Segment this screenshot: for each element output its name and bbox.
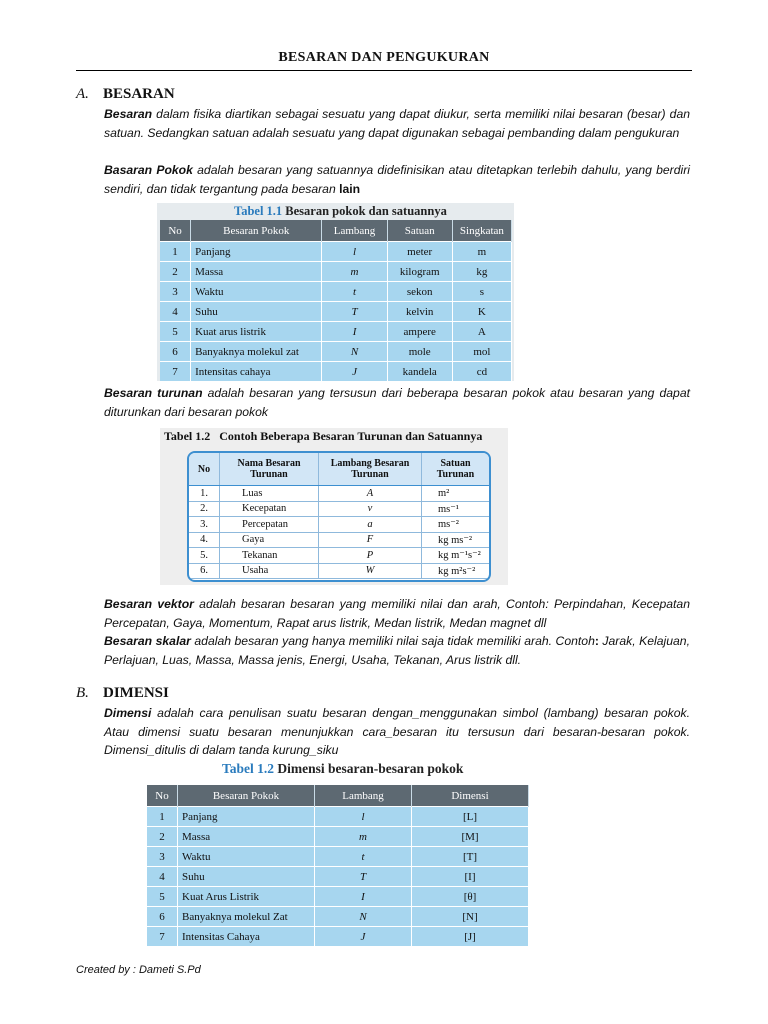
table2-caption: Tabel 1.2 Contoh Beberapa Besaran Turunan dan Satuannya bbox=[164, 429, 483, 443]
table1-row-cell: 1 bbox=[160, 242, 191, 262]
table1-row-cell: K bbox=[452, 302, 511, 322]
section-a-letter: A. bbox=[76, 86, 89, 102]
table3-row-cell: Suhu bbox=[178, 867, 315, 887]
table2-header: No bbox=[189, 453, 220, 486]
table1-header: Singkatan bbox=[452, 220, 511, 242]
table2-row-cell: F bbox=[319, 532, 422, 548]
table3-row bbox=[147, 847, 529, 867]
table3-row-cell: Waktu bbox=[178, 847, 315, 867]
table1-row-cell: Banyaknya molekul zat bbox=[191, 342, 322, 362]
table3-row-cell: Panjang bbox=[178, 807, 315, 827]
table1-row bbox=[160, 342, 512, 362]
table1-caption-text: Besaran pokok dan satuannya bbox=[282, 204, 447, 218]
paragraph-dimensi bbox=[104, 704, 690, 760]
table3-row-cell: Massa bbox=[178, 827, 315, 847]
table1-row-cell: t bbox=[322, 282, 387, 302]
besaran-vektor-definition: adalah besaran besaran yang memiliki nilai dan arah, Contoh: Perpindahan, Kecepatan Percepatan, Gaya, Momentum, Rapat arus listrik, Medan listrik, Medan magnet dll bbox=[104, 597, 690, 630]
table3-caption-text: Dimensi besaran-besaran pokok bbox=[274, 761, 464, 776]
table2-row-cell: P bbox=[319, 548, 422, 564]
paragraph-besaran-vektor bbox=[104, 595, 690, 632]
table2-row-cell: ms⁻² bbox=[422, 517, 490, 533]
table1-row-cell: m bbox=[322, 262, 387, 282]
table3-row-cell: 5 bbox=[147, 887, 178, 907]
table3-row bbox=[147, 867, 529, 887]
table3-caption bbox=[222, 761, 463, 777]
table1-row-cell: kilogram bbox=[387, 262, 452, 282]
besaran-skalar-examples: Jarak, Kelajuan, Perlajuan, Luas, Massa, Massa jenis, Energi, Usaha, Tekanan, Arus listrik dll. bbox=[104, 634, 690, 667]
table1-row bbox=[160, 362, 512, 382]
table3-row-cell: 4 bbox=[147, 867, 178, 887]
table2-row-cell: 2. bbox=[189, 501, 220, 517]
paragraph-besaran-skalar bbox=[104, 632, 690, 669]
term-besaran-vektor: Besaran vektor bbox=[104, 597, 194, 611]
besaran-pokok-definition: adalah besaran yang satuannya didefinisikan atau ditetapkan terlebih dahulu, yang berdiri sendiri, dan tidak tergantung pada besaran bbox=[104, 163, 690, 196]
page-title: BESARAN DAN PENGUKURAN bbox=[278, 50, 490, 65]
table2-row bbox=[189, 486, 489, 502]
table3-row-cell: 2 bbox=[147, 827, 178, 847]
table2-row bbox=[189, 517, 489, 533]
table3-row-cell: N bbox=[315, 907, 412, 927]
table1-row-cell: kandela bbox=[387, 362, 452, 382]
table2-row-cell: Kecepatan bbox=[220, 501, 319, 517]
table2-row-cell: 1. bbox=[189, 486, 220, 502]
table3-dimensi bbox=[147, 785, 529, 946]
table3-row-cell: 3 bbox=[147, 847, 178, 867]
table1-row bbox=[160, 302, 512, 322]
table1-header: Besaran Pokok bbox=[191, 220, 322, 242]
table3-row-cell: [T] bbox=[412, 847, 529, 867]
term-dimensi: Dimensi bbox=[104, 706, 152, 720]
table2-besaran-turunan bbox=[189, 453, 489, 579]
table1-row-cell: N bbox=[322, 342, 387, 362]
table1-row-cell: Waktu bbox=[191, 282, 322, 302]
table3-header: Lambang bbox=[315, 785, 412, 807]
table2-row-cell: 4. bbox=[189, 532, 220, 548]
table2-row-cell: Percepatan bbox=[220, 517, 319, 533]
table1-row-cell: Panjang bbox=[191, 242, 322, 262]
besaran-turunan-definition: adalah besaran yang tersusun dari beberapa besaran pokok atau besaran yang dapat diturunkan dari besaran pokok bbox=[104, 386, 690, 419]
term-besaran-turunan: Besaran turunan bbox=[104, 386, 203, 400]
table3-row-cell: 6 bbox=[147, 907, 178, 927]
table1-row bbox=[160, 282, 512, 302]
table1-row-cell: mole bbox=[387, 342, 452, 362]
table2-row-cell: 6. bbox=[189, 563, 220, 579]
table2-row bbox=[189, 563, 489, 579]
table1-header: Lambang bbox=[322, 220, 387, 242]
table3-row-cell: J bbox=[315, 927, 412, 947]
table3-row bbox=[147, 907, 529, 927]
table3-row-cell: 1 bbox=[147, 807, 178, 827]
term-besaran-skalar: Besaran skalar bbox=[104, 634, 191, 648]
table1-row bbox=[160, 262, 512, 282]
table3-row-cell: T bbox=[315, 867, 412, 887]
table2-row-cell: a bbox=[319, 517, 422, 533]
table2-frame bbox=[187, 451, 491, 582]
table2-row-cell: ms⁻¹ bbox=[422, 501, 490, 517]
table3-row-cell: [θ] bbox=[412, 887, 529, 907]
table2-row-cell: A bbox=[319, 486, 422, 502]
table3-row-cell: [J] bbox=[412, 927, 529, 947]
table2-row bbox=[189, 501, 489, 517]
table1-row-cell: A bbox=[452, 322, 511, 342]
table2-header: Satuan Turunan bbox=[422, 453, 490, 486]
table1-row-cell: Intensitas cahaya bbox=[191, 362, 322, 382]
footer-credit: Created by : Dameti S.Pd bbox=[76, 964, 201, 976]
table2-row-cell: kg ms⁻² bbox=[422, 532, 490, 548]
paragraph-besaran-pokok bbox=[104, 161, 690, 198]
table1-row-cell: 7 bbox=[160, 362, 191, 382]
table2-row-cell: Tekanan bbox=[220, 548, 319, 564]
section-a-name: BESARAN bbox=[103, 86, 175, 102]
besaran-skalar-colon: : bbox=[594, 634, 599, 648]
table1-row-cell: 3 bbox=[160, 282, 191, 302]
table2-row-cell: kg m²s⁻² bbox=[422, 563, 490, 579]
table1-row-cell: mol bbox=[452, 342, 511, 362]
table1-row-cell: kg bbox=[452, 262, 511, 282]
table2-row-cell: m² bbox=[422, 486, 490, 502]
table1-row-cell: Suhu bbox=[191, 302, 322, 322]
table1-row bbox=[160, 242, 512, 262]
table3-header: No bbox=[147, 785, 178, 807]
table1-row-cell: 6 bbox=[160, 342, 191, 362]
besaran-pokok-tail: lain bbox=[339, 181, 361, 196]
table1-row-cell: J bbox=[322, 362, 387, 382]
table3-row-cell: Banyaknya molekul Zat bbox=[178, 907, 315, 927]
table3-row-cell: Intensitas Cahaya bbox=[178, 927, 315, 947]
table3-row-cell: [N] bbox=[412, 907, 529, 927]
table1-caption bbox=[234, 204, 447, 219]
title-underline bbox=[76, 70, 692, 71]
table1-header: Satuan bbox=[387, 220, 452, 242]
table1-row-cell: T bbox=[322, 302, 387, 322]
table1-header: No bbox=[160, 220, 191, 242]
table1-row-cell: ampere bbox=[387, 322, 452, 342]
table1-row-cell: kelvin bbox=[387, 302, 452, 322]
section-a-heading bbox=[76, 86, 175, 103]
table1-row-cell: Kuat arus listrik bbox=[191, 322, 322, 342]
table2-row-cell: Usaha bbox=[220, 563, 319, 579]
table1-row-cell: I bbox=[322, 322, 387, 342]
table3-row-cell: [I] bbox=[412, 867, 529, 887]
table2-row-cell: 3. bbox=[189, 517, 220, 533]
table1-row-cell: cd bbox=[452, 362, 511, 382]
besaran-skalar-definition: adalah besaran yang hanya memiliki nilai saja tidak memiliki arah. Contoh bbox=[190, 634, 595, 648]
table2-row-cell: W bbox=[319, 563, 422, 579]
table3-row bbox=[147, 927, 529, 947]
table1-row-cell: 2 bbox=[160, 262, 191, 282]
table1-besaran-pokok bbox=[160, 220, 512, 381]
table1-row-cell: Massa bbox=[191, 262, 322, 282]
table2-row bbox=[189, 548, 489, 564]
table3-header: Besaran Pokok bbox=[178, 785, 315, 807]
table3-row-cell: m bbox=[315, 827, 412, 847]
table3-row-cell: t bbox=[315, 847, 412, 867]
table2-row-cell: Luas bbox=[220, 486, 319, 502]
section-b-name: DIMENSI bbox=[103, 685, 169, 701]
table1-row-cell: meter bbox=[387, 242, 452, 262]
table1-row-cell: l bbox=[322, 242, 387, 262]
table3-row-cell: Kuat Arus Listrik bbox=[178, 887, 315, 907]
table3-caption-number: Tabel 1.2 bbox=[222, 761, 275, 776]
table2-row-cell: 5. bbox=[189, 548, 220, 564]
table3-row-cell: [M] bbox=[412, 827, 529, 847]
table1-row-cell: m bbox=[452, 242, 511, 262]
table2-row bbox=[189, 532, 489, 548]
section-b-heading bbox=[76, 685, 169, 702]
table3-row-cell: 7 bbox=[147, 927, 178, 947]
table2-header: Nama Besaran Turunan bbox=[220, 453, 319, 486]
table3-row bbox=[147, 887, 529, 907]
term-besaran: Besaran bbox=[104, 107, 153, 121]
table2-row-cell: v bbox=[319, 501, 422, 517]
besaran-definition: dalam fisika diartikan sebagai sesuatu yang dapat diukur, serta memiliki nilai besaran (besar) dan satuan. Sedangkan satuan adalah sesuatu yang dapat digunakan sebagai pembanding dalam pengukuran bbox=[104, 107, 690, 140]
table3-header: Dimensi bbox=[412, 785, 529, 807]
table3-row-cell: l bbox=[315, 807, 412, 827]
table1-row bbox=[160, 322, 512, 342]
dimensi-definition: adalah cara penulisan suatu besaran dengan_menggunakan simbol (lambang) besaran pokok. Atau dimensi suatu besaran menunjukkan cara_besaran itu tersusun dari besaran-besaran pokok. Dimensi_ditulis di dalam tanda kurung_siku bbox=[104, 706, 690, 757]
table3-row-cell: I bbox=[315, 887, 412, 907]
section-b-letter: B. bbox=[76, 685, 89, 701]
table2-row-cell: kg m⁻¹s⁻² bbox=[422, 548, 490, 564]
table2-header: Lambang Besaran Turunan bbox=[319, 453, 422, 486]
table3-row-cell: [L] bbox=[412, 807, 529, 827]
table1-row-cell: 5 bbox=[160, 322, 191, 342]
table1-caption-number: Tabel 1.1 bbox=[234, 204, 283, 218]
term-besaran-pokok: Basaran Pokok bbox=[104, 163, 193, 177]
table1-row-cell: s bbox=[452, 282, 511, 302]
table1-row-cell: 4 bbox=[160, 302, 191, 322]
paragraph-besaran bbox=[104, 105, 690, 142]
paragraph-besaran-turunan bbox=[104, 384, 690, 421]
table2-row-cell: Gaya bbox=[220, 532, 319, 548]
table3-row bbox=[147, 827, 529, 847]
table1-row-cell: sekon bbox=[387, 282, 452, 302]
table3-row bbox=[147, 807, 529, 827]
